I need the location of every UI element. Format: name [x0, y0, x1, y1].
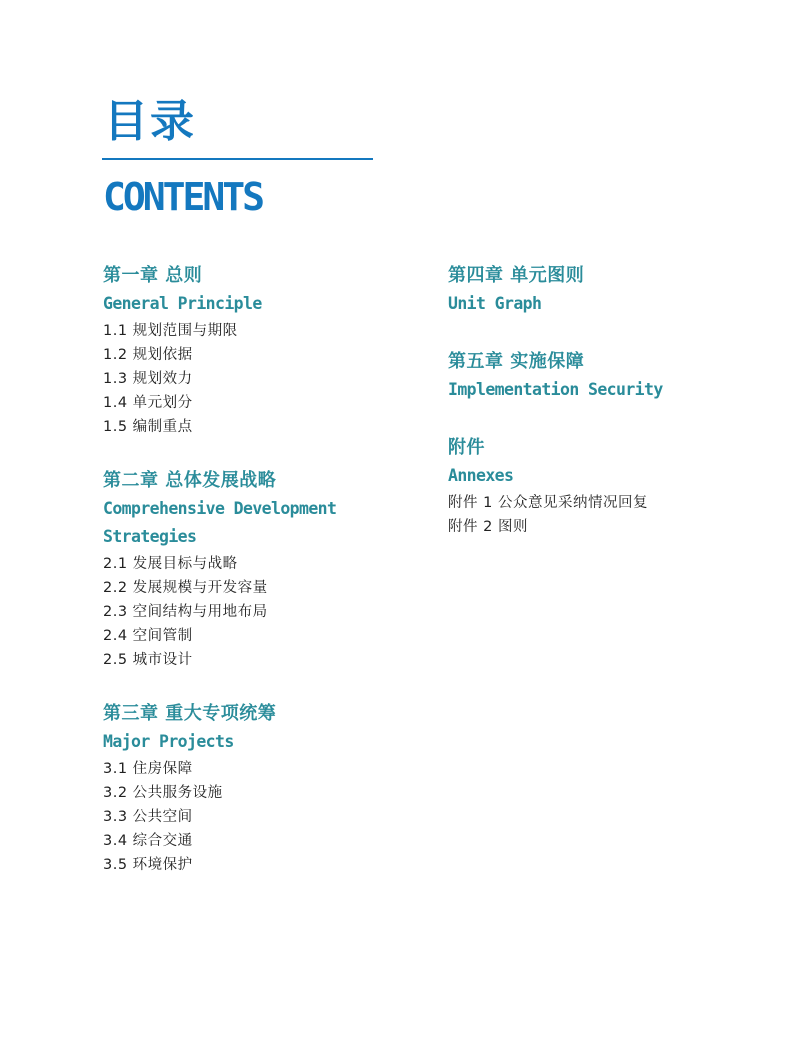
toc-item[interactable]: 1.5 编制重点	[103, 419, 193, 435]
toc-item[interactable]: 3.5 环境保护	[103, 857, 193, 873]
chapter-5	[448, 348, 778, 404]
chapter-title-cn[interactable]: 第三章 重大专项统筹	[103, 703, 277, 724]
chapter-title-en[interactable]: Annexes	[448, 466, 514, 485]
chapter-title-en[interactable]: Major Projects	[103, 732, 234, 751]
toc-item[interactable]: 3.4 综合交通	[103, 833, 193, 849]
title-divider	[102, 158, 373, 160]
toc-item[interactable]: 2.1 发展目标与战略	[103, 556, 238, 572]
page-title-english: CONTENTS	[103, 175, 263, 219]
chapter-1	[103, 262, 423, 439]
chapter-4	[448, 262, 778, 318]
toc-item[interactable]: 3.1 住房保障	[103, 761, 193, 777]
chapter-title-en-line2[interactable]: Strategies	[103, 527, 197, 546]
chapter-title-cn[interactable]: 第四章 单元图则	[448, 265, 585, 286]
toc-item[interactable]: 2.2 发展规模与开发容量	[103, 580, 268, 596]
chapter-title-en[interactable]: Implementation Security	[448, 380, 663, 399]
chapter-title-en[interactable]: Comprehensive Development	[103, 499, 337, 518]
toc-item[interactable]: 1.3 规划效力	[103, 371, 193, 387]
toc-item[interactable]: 3.3 公共空间	[103, 809, 193, 825]
chapter-3	[103, 700, 423, 877]
toc-right-column	[448, 262, 778, 539]
toc-item[interactable]: 1.1 规划范围与期限	[103, 323, 238, 339]
chapter-2	[103, 467, 423, 672]
toc-item[interactable]: 3.2 公共服务设施	[103, 785, 223, 801]
chapter-title-cn[interactable]: 第二章 总体发展战略	[103, 470, 277, 491]
chapter-title-cn[interactable]: 附件	[448, 437, 485, 458]
chapter-title-cn[interactable]: 第一章 总则	[103, 265, 203, 286]
chapter-title-en[interactable]: General Principle	[103, 294, 262, 313]
toc-item[interactable]: 2.4 空间管制	[103, 628, 193, 644]
toc-item[interactable]: 2.3 空间结构与用地布局	[103, 604, 268, 620]
toc-item[interactable]: 附件 2 图则	[448, 519, 528, 535]
chapter-title-cn[interactable]: 第五章 实施保障	[448, 351, 585, 372]
toc-item[interactable]: 附件 1 公众意见采纳情况回复	[448, 495, 648, 511]
toc-item[interactable]: 1.2 规划依据	[103, 347, 193, 363]
chapter-title-en[interactable]: Unit Graph	[448, 294, 542, 313]
page-title-chinese: 目录	[104, 96, 196, 147]
toc-item[interactable]: 2.5 城市设计	[103, 652, 193, 668]
toc-item[interactable]: 1.4 单元划分	[103, 395, 193, 411]
annexes	[448, 434, 778, 539]
toc-left-column	[103, 262, 423, 877]
